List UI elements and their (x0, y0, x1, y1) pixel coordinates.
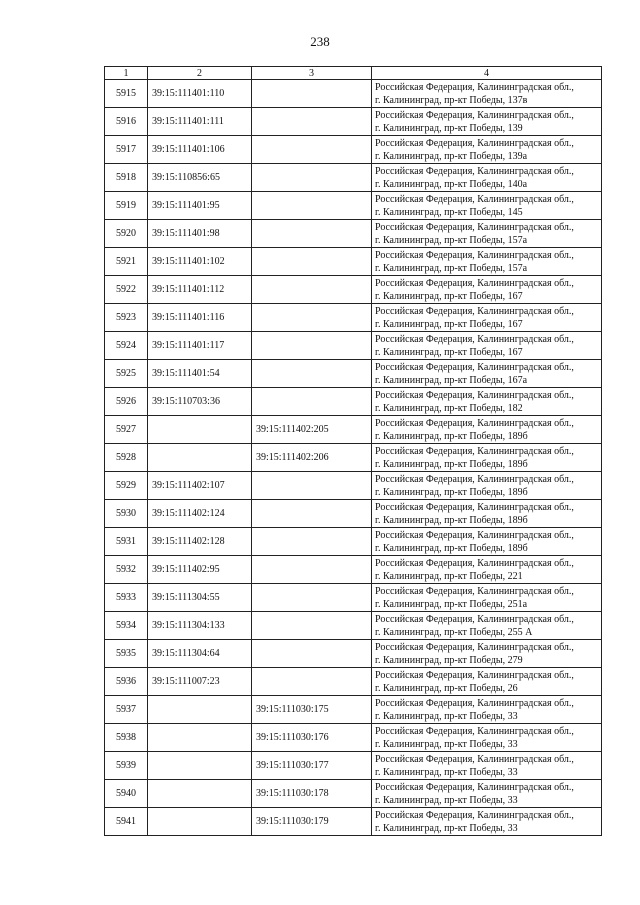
address-line-street: г. Калининград, пр-кт Победы, 26 (375, 683, 518, 694)
object-cadastral-number-cell: 39:15:111402:206 (252, 444, 372, 472)
table-header-row (105, 67, 602, 80)
address-line-region: Российская Федерация, Калининградская обл., (375, 558, 574, 569)
table-row (105, 556, 602, 584)
row-number-cell: 5929 (105, 472, 148, 500)
address-line-region: Российская Федерация, Калининградская обл., (375, 530, 574, 541)
table-row (105, 360, 602, 388)
address-line-street: г. Калининград, пр-кт Победы, 33 (375, 767, 518, 778)
row-number-cell: 5918 (105, 164, 148, 192)
address-line-street: г. Калининград, пр-кт Победы, 139 (375, 123, 523, 134)
address-cell (372, 612, 602, 640)
object-cadastral-number-cell (252, 360, 372, 388)
object-cadastral-number-cell (252, 612, 372, 640)
address-cell (372, 696, 602, 724)
row-number-cell: 5923 (105, 304, 148, 332)
object-cadastral-number-cell: 39:15:111030:179 (252, 808, 372, 836)
address-line-region: Российская Федерация, Калининградская обл., (375, 446, 574, 457)
page-number: 238 (310, 34, 330, 49)
address-line-street: г. Калининград, пр-кт Победы, 33 (375, 739, 518, 750)
table-row (105, 220, 602, 248)
object-cadastral-number-cell (252, 332, 372, 360)
address-line-street: г. Калининград, пр-кт Победы, 167 (375, 291, 523, 302)
column-header-2: 2 (148, 67, 252, 80)
address-line-region: Российская Федерация, Калининградская обл., (375, 278, 574, 289)
address-line-street: г. Калининград, пр-кт Победы, 221 (375, 571, 523, 582)
row-number-cell: 5934 (105, 612, 148, 640)
address-line-region: Российская Федерация, Калининградская обл., (375, 222, 574, 233)
row-number-cell: 5940 (105, 780, 148, 808)
address-line-street: г. Калининград, пр-кт Победы, 157а (375, 263, 528, 274)
object-cadastral-number-cell (252, 108, 372, 136)
object-cadastral-number-cell: 39:15:111030:177 (252, 752, 372, 780)
row-number-cell: 5921 (105, 248, 148, 276)
row-number-cell: 5926 (105, 388, 148, 416)
cadastral-number-cell: 39:15:111402:95 (148, 556, 252, 584)
row-number-cell: 5915 (105, 80, 148, 108)
cadastral-number-cell: 39:15:111402:128 (148, 528, 252, 556)
address-line-street: г. Калининград, пр-кт Победы, 157а (375, 235, 528, 246)
address-cell (372, 500, 602, 528)
cadastral-number-cell: 39:15:110703:36 (148, 388, 252, 416)
address-line-region: Российская Федерация, Калининградская обл., (375, 166, 574, 177)
cadastral-number-cell: 39:15:111401:106 (148, 136, 252, 164)
address-line-street: г. Калининград, пр-кт Победы, 137в (375, 95, 528, 106)
address-cell (372, 108, 602, 136)
cadastral-number-cell: 39:15:111304:133 (148, 612, 252, 640)
table-row (105, 332, 602, 360)
row-number-cell: 5935 (105, 640, 148, 668)
address-cell (372, 220, 602, 248)
row-number-cell: 5928 (105, 444, 148, 472)
cadastral-number-cell: 39:15:111401:111 (148, 108, 252, 136)
row-number-cell: 5937 (105, 696, 148, 724)
cadastral-number-cell (148, 416, 252, 444)
address-line-region: Российская Федерация, Калининградская обл., (375, 334, 574, 345)
object-cadastral-number-cell (252, 500, 372, 528)
address-cell (372, 584, 602, 612)
table-row (105, 136, 602, 164)
object-cadastral-number-cell (252, 276, 372, 304)
address-cell (372, 248, 602, 276)
object-cadastral-number-cell (252, 472, 372, 500)
object-cadastral-number-cell (252, 80, 372, 108)
table-row (105, 780, 602, 808)
cadastral-number-cell (148, 696, 252, 724)
object-cadastral-number-cell (252, 248, 372, 276)
table-row (105, 80, 602, 108)
column-header-4: 4 (372, 67, 602, 80)
table-row (105, 248, 602, 276)
table-row (105, 668, 602, 696)
address-line-region: Российская Федерация, Калининградская обл., (375, 138, 574, 149)
address-line-street: г. Калининград, пр-кт Победы, 167 (375, 319, 523, 330)
table-row (105, 164, 602, 192)
table-row (105, 640, 602, 668)
address-cell (372, 388, 602, 416)
table-row (105, 388, 602, 416)
row-number-cell: 5917 (105, 136, 148, 164)
table-body (105, 80, 602, 836)
cadastral-number-cell (148, 780, 252, 808)
address-line-region: Российская Федерация, Калининградская обл., (375, 250, 574, 261)
address-line-street: г. Калининград, пр-кт Победы, 139а (375, 151, 528, 162)
table-row (105, 584, 602, 612)
address-cell (372, 276, 602, 304)
object-cadastral-number-cell: 39:15:111030:176 (252, 724, 372, 752)
object-cadastral-number-cell (252, 388, 372, 416)
cadastral-number-cell: 39:15:110856:65 (148, 164, 252, 192)
address-line-region: Российская Федерация, Калининградская обл., (375, 194, 574, 205)
object-cadastral-number-cell: 39:15:111030:178 (252, 780, 372, 808)
address-line-region: Российская Федерация, Калининградская обл., (375, 614, 574, 625)
address-line-street: г. Калининград, пр-кт Победы, 33 (375, 795, 518, 806)
address-line-region: Российская Федерация, Калининградская обл., (375, 418, 574, 429)
cadastral-number-cell (148, 808, 252, 836)
cadastral-number-cell (148, 724, 252, 752)
cadastral-number-cell: 39:15:111401:102 (148, 248, 252, 276)
object-cadastral-number-cell (252, 136, 372, 164)
address-line-street: г. Калининград, пр-кт Победы, 140а (375, 179, 528, 190)
address-line-street: г. Калининград, пр-кт Победы, 167а (375, 375, 528, 386)
address-cell (372, 640, 602, 668)
cadastral-number-cell: 39:15:111402:107 (148, 472, 252, 500)
address-line-street: г. Калининград, пр-кт Победы, 189б (375, 515, 528, 526)
address-line-region: Российская Федерация, Калининградская обл., (375, 670, 574, 681)
address-cell (372, 528, 602, 556)
table-row (105, 528, 602, 556)
row-number-cell: 5916 (105, 108, 148, 136)
row-number-cell: 5927 (105, 416, 148, 444)
address-cell (372, 332, 602, 360)
address-cell (372, 80, 602, 108)
address-line-region: Российская Федерация, Калининградская обл., (375, 726, 574, 737)
address-line-region: Российская Федерация, Калининградская обл., (375, 782, 574, 793)
address-cell (372, 668, 602, 696)
table-row (105, 752, 602, 780)
row-number-cell: 5930 (105, 500, 148, 528)
object-cadastral-number-cell (252, 528, 372, 556)
address-line-street: г. Калининград, пр-кт Победы, 189б (375, 543, 528, 554)
row-number-cell: 5939 (105, 752, 148, 780)
address-line-region: Российская Федерация, Калининградская обл., (375, 82, 574, 93)
cadastral-number-cell: 39:15:111401:98 (148, 220, 252, 248)
address-cell (372, 752, 602, 780)
table-row (105, 444, 602, 472)
address-line-region: Российская Федерация, Калининградская обл., (375, 810, 574, 821)
cadastral-number-cell (148, 752, 252, 780)
table-row (105, 108, 602, 136)
address-line-street: г. Калининград, пр-кт Победы, 145 (375, 207, 523, 218)
row-number-cell: 5933 (105, 584, 148, 612)
address-cell (372, 556, 602, 584)
cadastral-number-cell: 39:15:111401:54 (148, 360, 252, 388)
cadastral-number-cell: 39:15:111402:124 (148, 500, 252, 528)
address-line-region: Российская Федерация, Калининградская обл., (375, 390, 574, 401)
cadastral-number-cell: 39:15:111304:64 (148, 640, 252, 668)
address-line-street: г. Калининград, пр-кт Победы, 33 (375, 823, 518, 834)
address-line-street: г. Калининград, пр-кт Победы, 189б (375, 487, 528, 498)
table-row (105, 416, 602, 444)
cadastral-number-cell: 39:15:111401:112 (148, 276, 252, 304)
address-cell (372, 472, 602, 500)
row-number-cell: 5931 (105, 528, 148, 556)
cadastral-number-cell: 39:15:111401:117 (148, 332, 252, 360)
table-row (105, 276, 602, 304)
address-line-region: Российская Федерация, Калининградская обл., (375, 362, 574, 373)
cadastral-number-cell: 39:15:111401:116 (148, 304, 252, 332)
object-cadastral-number-cell (252, 556, 372, 584)
object-cadastral-number-cell: 39:15:111402:205 (252, 416, 372, 444)
address-cell (372, 444, 602, 472)
address-cell (372, 304, 602, 332)
address-line-region: Российская Федерация, Калининградская обл., (375, 110, 574, 121)
address-line-region: Российская Федерация, Калининградская обл., (375, 306, 574, 317)
object-cadastral-number-cell (252, 304, 372, 332)
address-line-street: г. Калининград, пр-кт Победы, 33 (375, 711, 518, 722)
address-line-region: Российская Федерация, Калининградская обл., (375, 502, 574, 513)
cadastral-registry-table (104, 66, 602, 836)
table-row (105, 808, 602, 836)
table-row (105, 472, 602, 500)
table-row (105, 500, 602, 528)
object-cadastral-number-cell (252, 164, 372, 192)
address-line-street: г. Калининград, пр-кт Победы, 279 (375, 655, 523, 666)
row-number-cell: 5941 (105, 808, 148, 836)
address-cell (372, 164, 602, 192)
row-number-cell: 5925 (105, 360, 148, 388)
address-line-region: Российская Федерация, Калининградская обл., (375, 698, 574, 709)
cadastral-number-cell: 39:15:111304:55 (148, 584, 252, 612)
row-number-cell: 5919 (105, 192, 148, 220)
address-cell (372, 808, 602, 836)
row-number-cell: 5920 (105, 220, 148, 248)
address-line-street: г. Калининград, пр-кт Победы, 182 (375, 403, 523, 414)
address-cell (372, 136, 602, 164)
cadastral-number-cell (148, 444, 252, 472)
address-line-street: г. Калининград, пр-кт Победы, 189б (375, 431, 528, 442)
address-line-region: Российская Федерация, Калининградская обл., (375, 474, 574, 485)
address-line-street: г. Калининград, пр-кт Победы, 189б (375, 459, 528, 470)
object-cadastral-number-cell (252, 192, 372, 220)
row-number-cell: 5922 (105, 276, 148, 304)
address-cell (372, 416, 602, 444)
object-cadastral-number-cell: 39:15:111030:175 (252, 696, 372, 724)
address-line-street: г. Калининград, пр-кт Победы, 255 А (375, 627, 533, 638)
row-number-cell: 5938 (105, 724, 148, 752)
object-cadastral-number-cell (252, 668, 372, 696)
address-line-region: Российская Федерация, Калининградская обл., (375, 642, 574, 653)
address-line-street: г. Калининград, пр-кт Победы, 251а (375, 599, 528, 610)
table-row (105, 192, 602, 220)
object-cadastral-number-cell (252, 640, 372, 668)
table-row (105, 612, 602, 640)
table-row (105, 696, 602, 724)
row-number-cell: 5932 (105, 556, 148, 584)
column-header-1: 1 (105, 67, 148, 80)
address-line-region: Российская Федерация, Калининградская обл., (375, 586, 574, 597)
row-number-cell: 5936 (105, 668, 148, 696)
cadastral-number-cell: 39:15:111401:95 (148, 192, 252, 220)
address-line-street: г. Калининград, пр-кт Победы, 167 (375, 347, 523, 358)
address-cell (372, 192, 602, 220)
row-number-cell: 5924 (105, 332, 148, 360)
table-row (105, 304, 602, 332)
address-cell (372, 724, 602, 752)
column-header-3: 3 (252, 67, 372, 80)
cadastral-number-cell: 39:15:111401:110 (148, 80, 252, 108)
table-row (105, 724, 602, 752)
cadastral-number-cell: 39:15:111007:23 (148, 668, 252, 696)
object-cadastral-number-cell (252, 220, 372, 248)
address-cell (372, 360, 602, 388)
address-line-region: Российская Федерация, Калининградская обл., (375, 754, 574, 765)
object-cadastral-number-cell (252, 584, 372, 612)
address-cell (372, 780, 602, 808)
